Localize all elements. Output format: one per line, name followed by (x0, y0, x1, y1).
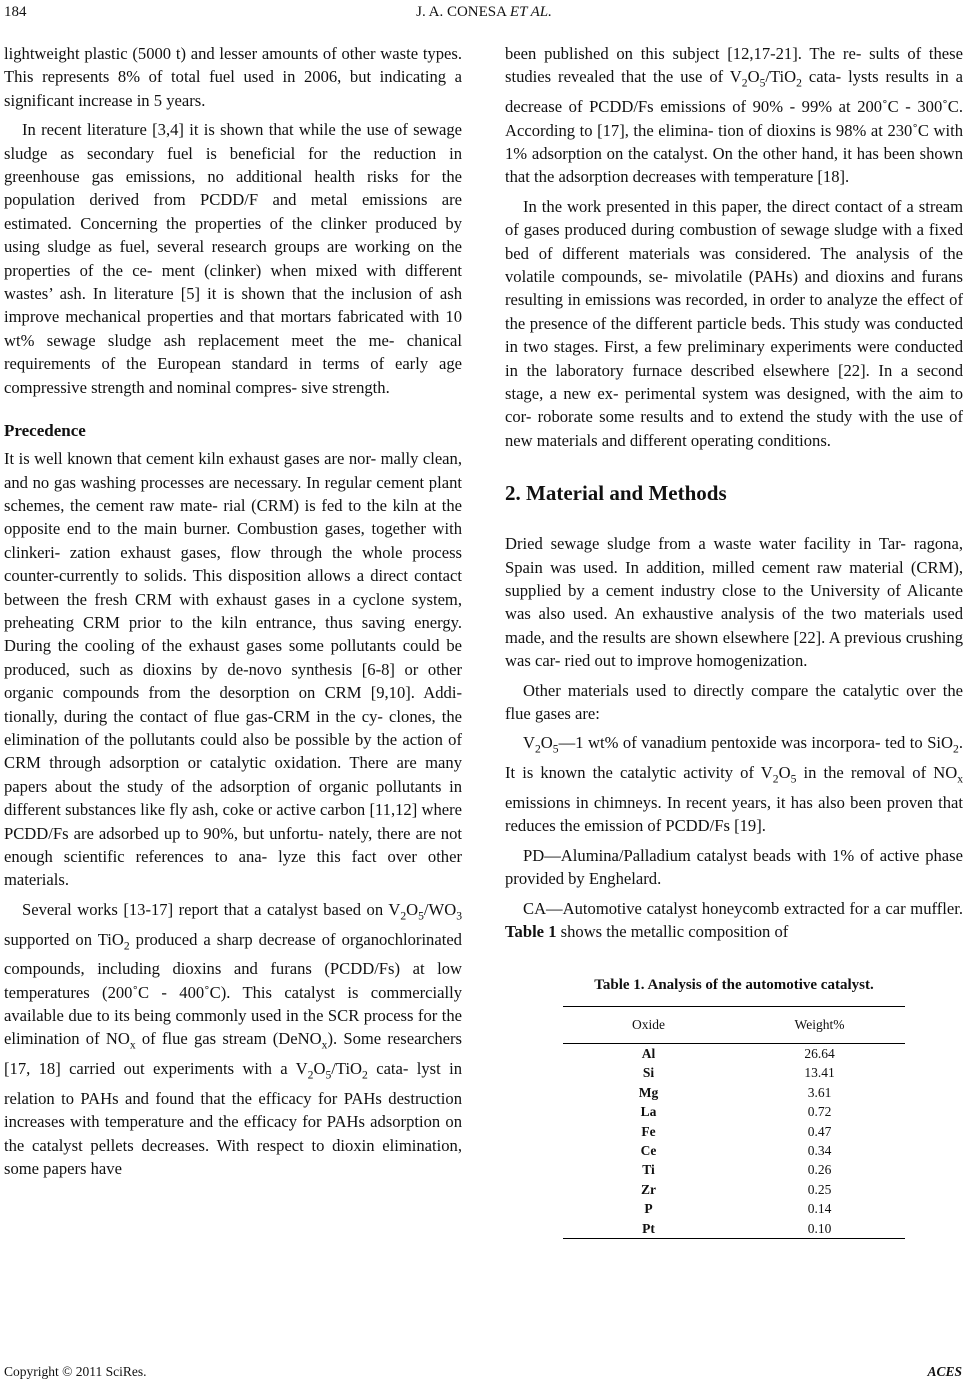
table-header-oxide: Oxide (563, 1007, 734, 1044)
table-row (563, 1122, 905, 1141)
text-run: /TiO (765, 67, 797, 87)
text-run: shows the metallic composition of (556, 921, 789, 941)
subscript: 5 (418, 909, 424, 923)
table-cell-oxide: Si (642, 1065, 655, 1081)
subscript: 2 (400, 909, 407, 923)
table-row (563, 1141, 905, 1160)
text-run: produced a sharp decrease of organochlorinated compounds, including dioxins and furans (PCDD/Fs) at low temperatures (200˚C - 400˚C). This catalyst is commercially available due to its being commonly used in the SCR process for the elimination of NO (4, 929, 462, 1049)
table-row (563, 1044, 905, 1064)
subscript: 2 (772, 772, 779, 786)
table-cell-oxide: Ce (640, 1142, 657, 1158)
table-row (563, 1180, 905, 1199)
text-run: O (778, 763, 791, 783)
text-run: . It is known the catalytic activity of V (505, 733, 963, 783)
table-cell-weight: 0.34 (807, 1142, 832, 1158)
table-cell-weight: 13.41 (804, 1065, 835, 1081)
right-column (505, 42, 963, 1239)
table-cell-oxide: Pt (563, 1219, 734, 1239)
text-run: supported on TiO (4, 929, 124, 949)
table-cell-weight: 0.72 (807, 1104, 832, 1120)
text-run: CA—Automotive catalyst honeycomb extracted for a car muffler. (523, 898, 963, 918)
table-row (563, 1064, 905, 1083)
right-paragraph-6: PD—Alumina/Palladium catalyst beads with 1% of active phase provided by Enghelard. (505, 845, 963, 889)
text-run: V (523, 733, 535, 753)
running-head-etal: ET AL. (509, 4, 552, 20)
left-paragraph-1: lightweight plastic (5000 t) and lesser amounts of other waste types. This represents 8% of total fuel used in 2006, but indicating a significant increase in 5 years. (4, 44, 462, 110)
subscript: 2 (123, 938, 130, 952)
footer-copyright: Copyright © 2011 SciRes. (4, 1364, 147, 1379)
table-cell-oxide: La (640, 1104, 657, 1120)
table-header-weight: Weight% (734, 1007, 905, 1044)
subscript: x (957, 772, 963, 786)
table-cell-oxide: Zr (641, 1181, 656, 1197)
subscript: 2 (953, 742, 959, 756)
text-run: been published on this subject [12,17-21]. The re- sults of these studies revealed that the use of V (505, 44, 963, 87)
footer-journal: ACES (927, 1364, 962, 1379)
right-paragraph-2: In the work presented in this paper, the direct contact of a stream of gases produced during combustion of sewage sludge with a fixed bed of different materials was considered. The analysis of the volatile compounds, se- mivolatile (PAHs) and dioxins and furans resulting in emissions was recorded, in order to analyze the effect of the presence of the different particle beds. This study was conducted in two stages. First, a few preliminary experiments were conducted in the laboratory furnace described elsewhere [22]. In a second stage, a new ex- perimental system was designed, with the aim to cor- roborate some results and to extend the study with the use of new materials and different operating conditions. (505, 196, 963, 450)
subscript: x (129, 1038, 136, 1052)
table-cell-weight: 3.61 (807, 1084, 832, 1100)
table-cell-weight: 26.64 (804, 1046, 835, 1062)
left-paragraph-4 (4, 898, 462, 1181)
text-run: cata- lyst in relation to PAHs and found that the efficacy for PAHs destruction increases with temperature and the efficacy for PAHs adsorption on the catalyst pellets decreases. With respect to dioxin elimination, some papers have (4, 1059, 462, 1179)
table-title: Table 1. Analysis of the automotive catalyst. (594, 977, 874, 994)
subscript: 5 (759, 76, 766, 90)
text-run: —1 wt% of vanadium pentoxide was incorpora- ted to SiO (558, 733, 954, 753)
table-row (563, 1083, 905, 1102)
table-cell-oxide: Mg (638, 1084, 659, 1100)
text-run: /WO (423, 899, 457, 919)
subscript: 2 (362, 1068, 368, 1082)
table-row (563, 1103, 905, 1122)
running-head (0, 4, 968, 21)
heading-precedence: Precedence (4, 421, 86, 441)
right-paragraph-3: Dried sewage sludge from a waste water facility in Tar- ragona, Spain was used. In addition, milled cement raw material (CRM), supplied by a cement industry close to the University of Alicante was also used. An exhaustive analysis of the two materials used made, and the results are shown elsewhere [22]. A previous crushing was car- ried out to improve homogenization. (505, 534, 963, 671)
table-cell-oxide: P (644, 1201, 653, 1217)
subscript: x (321, 1038, 328, 1052)
right-paragraph-4: Other materials used to directly compare the catalytic over the flue gases are: (505, 680, 963, 724)
table-cell-weight: 0.26 (807, 1162, 832, 1178)
running-head-authors: J. A. CONESA (416, 4, 507, 20)
text-run: in the removal of NO (796, 763, 958, 783)
composition-table (563, 1006, 905, 1239)
table-cell-weight: 0.10 (734, 1219, 905, 1239)
text-run: of flue gas stream (DeNO (135, 1029, 322, 1049)
table-row (563, 1219, 905, 1239)
table-row (563, 1199, 905, 1218)
section-heading: 2. Material and Methods (505, 481, 727, 506)
left-column (4, 42, 462, 1187)
table-cell-weight: 0.25 (807, 1181, 832, 1197)
subscript: 2 (796, 76, 802, 90)
table-cell-weight: 0.14 (807, 1201, 832, 1217)
text-run: O (540, 733, 553, 753)
text-run: O (406, 899, 419, 919)
table-header-row (563, 1007, 905, 1044)
left-paragraph-3: It is well known that cement kiln exhaust gases are nor- mally clean, and no gas washing processes are necessary. In regular cement plant schemes, the cement raw mate- rial (CRM) is fed to the kiln at the opposite end to the main burner. Combustion gases, together with clinkeri- zation exhaust gases, flow through the whole process counter-currently to solids. This disposition allows a direct contact between the fresh CRM with exhaust gases in a cyclone system, preheating CRM prior to the kiln entrance, thus saving energy. During the cooling of the exhaust gases some pollutants could be produced, such as dioxins by de-novo synthesis [6-8] or other organic compounds from the desorption on CRM [9,10]. Addi- tionally, during the contact of flue gas-CRM in the cy- clones, the elimination of the pollutants could also be possible by the action of CRM through adsorption or catalytic oxidation. There are many papers about the study of the adsorption of organic pollutants in different substances like fly ash, coke or active carbon [11,12] where PCDD/Fs are adsorbed up to 90%, but unfortu- nately, there are not enough scientific references to ana- lyze this fact over other materials. (4, 449, 462, 890)
page-number: 184 (4, 4, 27, 20)
table-row (563, 1161, 905, 1180)
text-run: O (313, 1059, 326, 1079)
right-paragraph-1 (505, 42, 963, 189)
text-run: emissions in chimneys. In recent years, it has also been proven that reduces the emission of PCDD/Fs [19]. (505, 792, 963, 836)
table-cell-oxide: Al (641, 1046, 656, 1062)
subscript: 2 (307, 1068, 314, 1082)
subscript: 5 (552, 742, 559, 756)
text-run: O (747, 67, 760, 87)
right-paragraph-7 (505, 897, 963, 944)
table-cell-oxide: Fe (641, 1123, 656, 1139)
text-run: Several works [13-17] report that a catalyst based on V (22, 899, 401, 919)
subscript: 3 (456, 909, 462, 923)
right-paragraph-5 (505, 731, 963, 837)
subscript: 2 (741, 76, 748, 90)
table-cell-oxide: Ti (642, 1162, 655, 1178)
subscript: 5 (325, 1068, 332, 1082)
table-cell-weight: 0.47 (807, 1123, 832, 1139)
text-run: ). Some researchers [17, 18] carried out experiments with a V (4, 1029, 463, 1079)
subscript: 5 (790, 772, 797, 786)
text-run: /TiO (331, 1059, 363, 1079)
text-run: cata- lysts results in a decrease of PCDD/Fs emissions of 90% - 99% at 200˚C - 300˚C. According to [17], the elimina- tion of dioxins is 98% at 230˚C with 1% adsorption on the catalyst. On the other hand, it has been shown that the adsorption decreases with temperature [18]. (505, 67, 963, 187)
left-paragraph-2: In recent literature [3,4] it is shown that while the use of sewage sludge as secondary fuel is beneficial for the reduction in greenhouse gas emissions, no additional health risks for the population derived from PCDD/F and metal emissions are estimated. Concerning the properties of the clinker produced by using sludge as fuel, several research groups are working on the properties of the ce- ment (clinker) when mixed with different wastes’ ash. In literature [5] it is shown that the inclusion of ash improve mechanical properties and that mortars fabricated with 10 wt% sewage sludge ash replacement meet the me- chanical requirements of the European standard in terms of early age compressive strength and nominal compres- sive strength. (4, 120, 462, 397)
subscript: 2 (534, 742, 541, 756)
table-reference: Table 1 (505, 921, 557, 941)
